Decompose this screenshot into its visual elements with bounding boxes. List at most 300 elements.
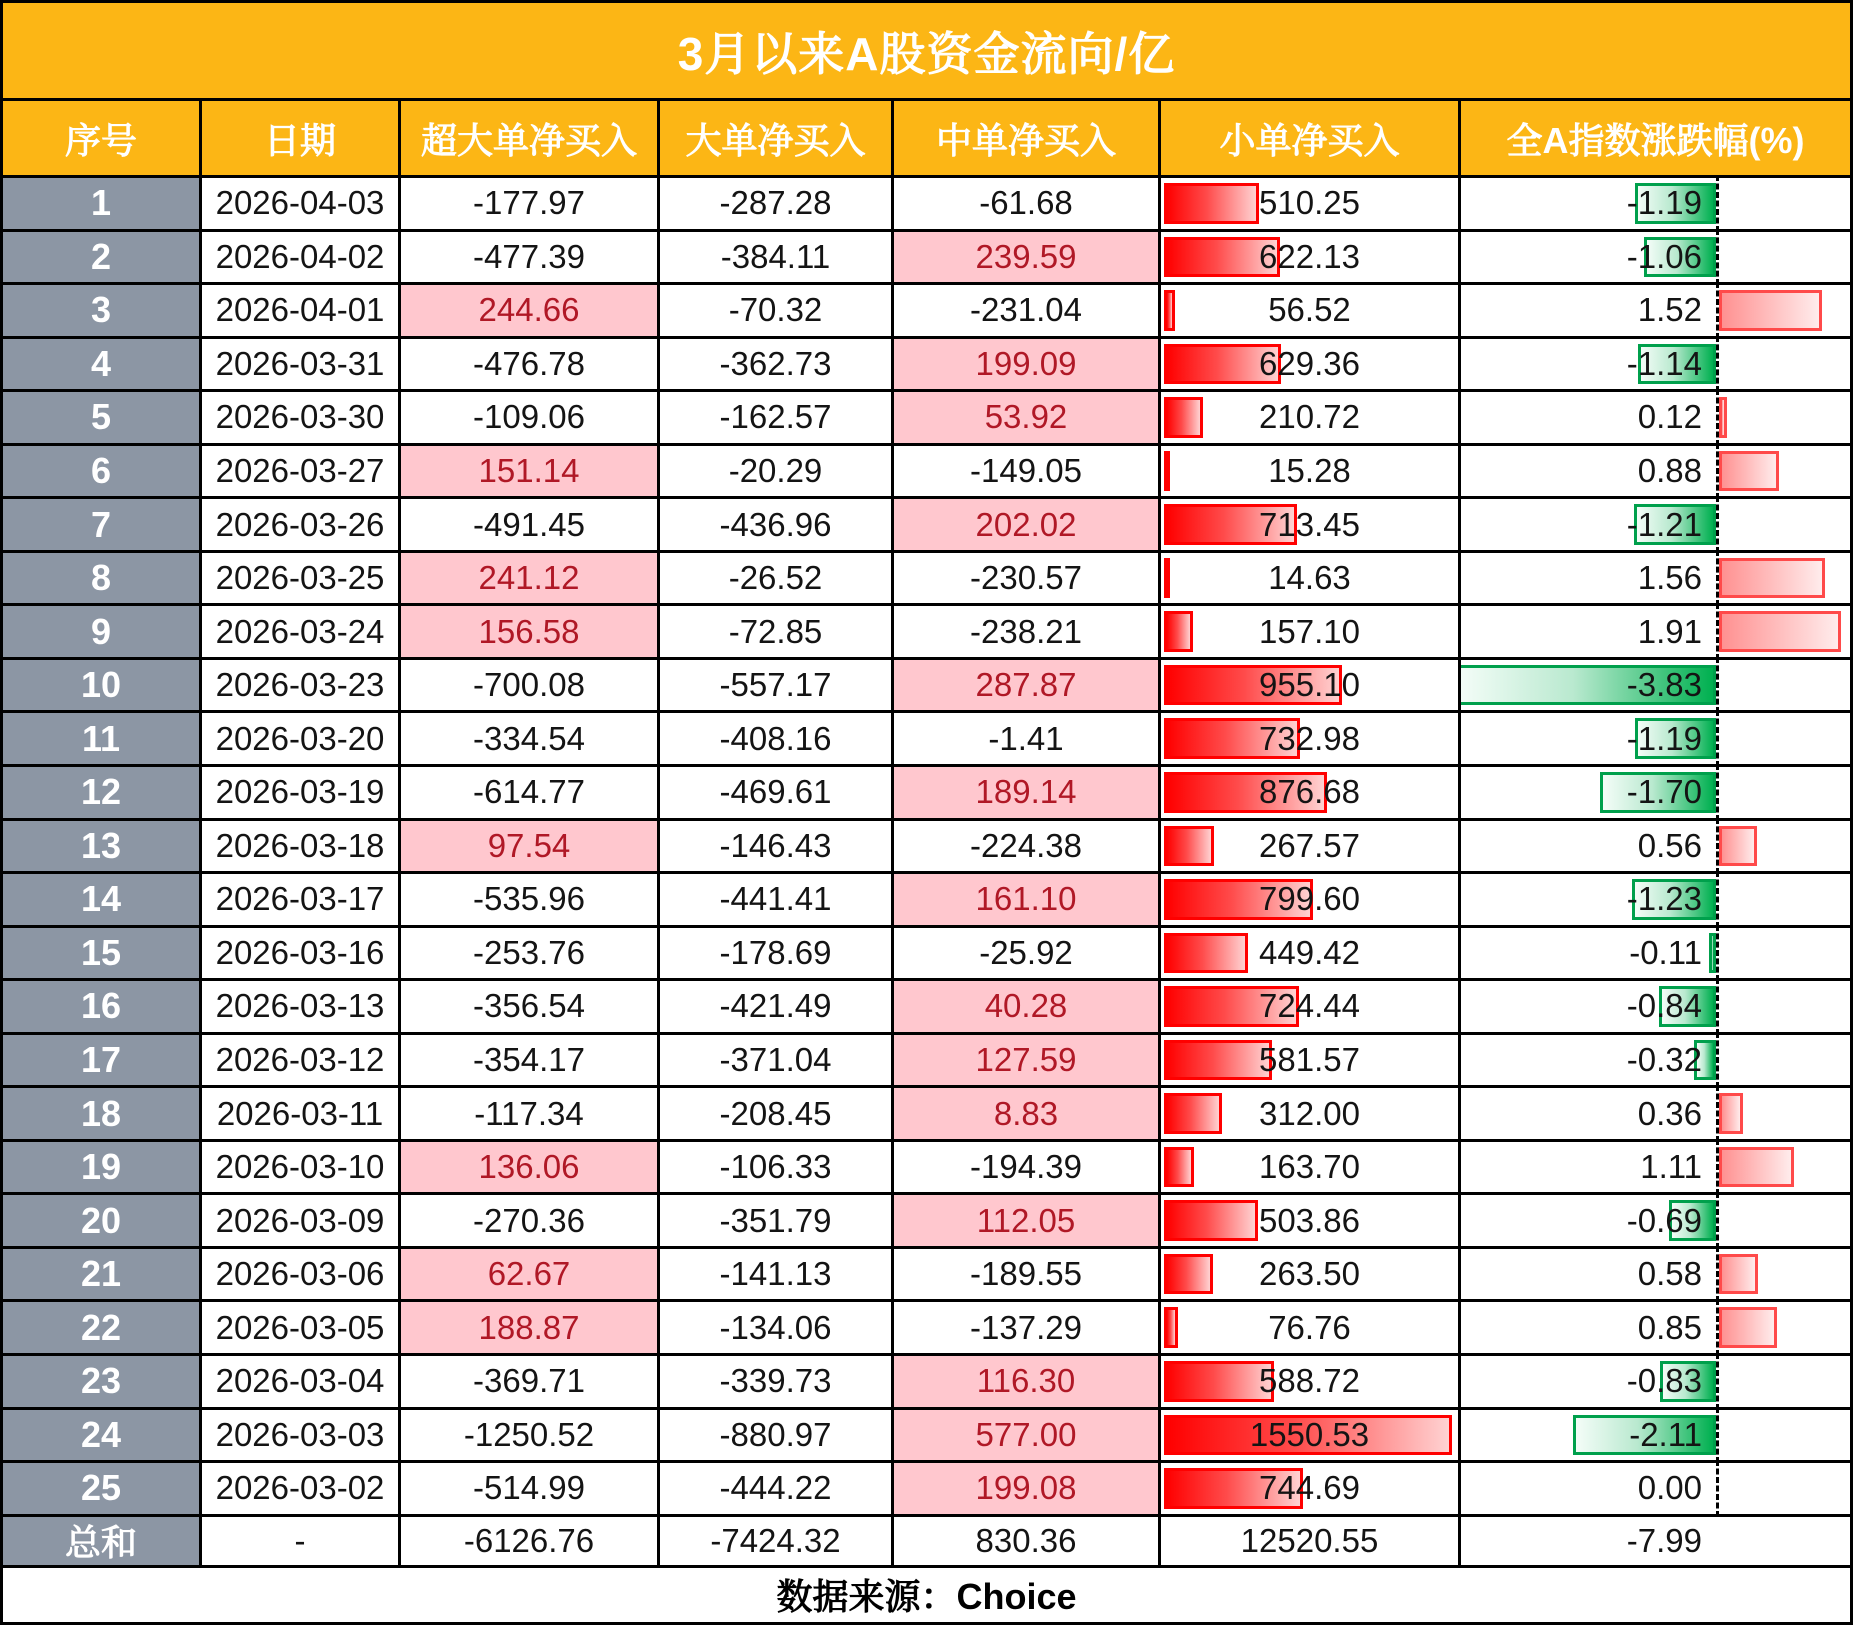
cell-index-change (1461, 821, 1850, 875)
cell-small-order (1161, 339, 1461, 393)
index-change-bar-positive (1719, 826, 1757, 867)
index-change-value: -1.19 (1626, 184, 1702, 222)
cell-super-large: -334.54 (401, 713, 660, 767)
zero-axis-line (1716, 874, 1719, 928)
cell-large: -441.41 (660, 874, 894, 928)
cell-super-large: -117.34 (401, 1088, 660, 1142)
zero-axis-line (1716, 1463, 1719, 1517)
cell-large: -408.16 (660, 713, 894, 767)
cell-super-large: -614.77 (401, 767, 660, 821)
cell-index-change (1461, 1517, 1850, 1568)
cell-large: -469.61 (660, 767, 894, 821)
cell-date: 2026-03-04 (202, 1356, 401, 1410)
zero-axis-line (1716, 232, 1719, 286)
small-order-bar (1164, 1200, 1258, 1241)
cell-medium: -238.21 (894, 606, 1161, 660)
cell-large: -141.13 (660, 1249, 894, 1303)
cell-index-change (1461, 446, 1850, 500)
cell-large: -371.04 (660, 1035, 894, 1089)
row-index: 12 (3, 767, 202, 821)
cell-index-change (1461, 660, 1850, 714)
index-change-bar-positive (1719, 1093, 1743, 1134)
small-order-bar (1164, 183, 1259, 224)
cell-super-large: -253.76 (401, 928, 660, 982)
table-row (3, 1463, 1850, 1517)
cell-large: -20.29 (660, 446, 894, 500)
cell-large: -7424.32 (660, 1517, 894, 1568)
row-index: 8 (3, 553, 202, 607)
cell-large: -339.73 (660, 1356, 894, 1410)
index-change-bar-negative (1709, 933, 1716, 974)
zero-axis-line (1716, 1195, 1719, 1249)
row-index: 11 (3, 713, 202, 767)
cell-medium: -61.68 (894, 178, 1161, 232)
cell-small-order (1161, 767, 1461, 821)
cell-super-large: 241.12 (401, 553, 660, 607)
cell-small-order (1161, 446, 1461, 500)
cell-large: -384.11 (660, 232, 894, 286)
small-order-bar (1164, 1361, 1274, 1402)
table-row (3, 981, 1850, 1035)
index-change-value: -1.23 (1626, 880, 1702, 918)
small-order-bar (1164, 611, 1193, 652)
index-change-bar-positive (1719, 611, 1841, 652)
cell-index-change (1461, 1195, 1850, 1249)
index-change-value: 0.85 (1637, 1308, 1702, 1346)
row-index: 25 (3, 1463, 202, 1517)
small-order-bar (1164, 558, 1170, 599)
cell-date: 2026-03-18 (202, 821, 401, 875)
cell-index-change (1461, 713, 1850, 767)
small-order-value: 588.72 (1259, 1362, 1360, 1400)
cell-date: 2026-03-02 (202, 1463, 401, 1517)
cell-index-change (1461, 928, 1850, 982)
small-order-value: 732.98 (1259, 719, 1360, 757)
cell-index-change (1461, 1142, 1850, 1196)
index-change-value: 1.11 (1640, 1148, 1702, 1186)
cell-date: 2026-04-03 (202, 178, 401, 232)
index-change-value: 0.00 (1637, 1469, 1702, 1507)
cell-super-large: 97.54 (401, 821, 660, 875)
cell-small-order (1161, 1410, 1461, 1464)
index-change-value: -0.69 (1626, 1201, 1702, 1239)
table-row (3, 1088, 1850, 1142)
cell-index-change (1461, 553, 1850, 607)
small-order-bar (1164, 1147, 1194, 1188)
cell-medium: -1.41 (894, 713, 1161, 767)
cell-date: 2026-03-27 (202, 446, 401, 500)
small-order-value: 449.42 (1259, 933, 1360, 971)
cell-index-change (1461, 1249, 1850, 1303)
column-header-medium: 中单净买入 (894, 101, 1161, 178)
index-change-value: 1.52 (1637, 291, 1702, 329)
zero-axis-line (1716, 767, 1719, 821)
row-index: 13 (3, 821, 202, 875)
small-order-value: 622.13 (1259, 237, 1360, 275)
row-index: 14 (3, 874, 202, 928)
cell-date: 2026-03-24 (202, 606, 401, 660)
index-change-value: -1.19 (1626, 719, 1702, 757)
row-index: 16 (3, 981, 202, 1035)
table-row (3, 713, 1850, 767)
small-order-value: 744.69 (1259, 1469, 1360, 1507)
small-order-bar (1164, 1254, 1213, 1295)
cell-date: 2026-03-25 (202, 553, 401, 607)
cell-large: -287.28 (660, 178, 894, 232)
cell-index-change (1461, 339, 1850, 393)
cell-small-order (1161, 874, 1461, 928)
small-order-value: 713.45 (1259, 505, 1360, 543)
cell-date: 2026-03-16 (202, 928, 401, 982)
cell-super-large: -177.97 (401, 178, 660, 232)
cell-medium: 161.10 (894, 874, 1161, 928)
cell-large: -557.17 (660, 660, 894, 714)
index-change-value: 0.58 (1637, 1255, 1702, 1293)
index-change-value: -1.14 (1626, 344, 1702, 382)
table-row (3, 553, 1850, 607)
cell-index-change (1461, 392, 1850, 446)
table-row (3, 1410, 1850, 1464)
cell-large: -146.43 (660, 821, 894, 875)
table-row (3, 767, 1850, 821)
cell-super-large: -700.08 (401, 660, 660, 714)
table-row (3, 821, 1850, 875)
cell-index-change (1461, 1035, 1850, 1089)
cell-date: 2026-03-06 (202, 1249, 401, 1303)
small-order-value: 876.68 (1259, 773, 1360, 811)
table-body (3, 178, 1850, 1568)
cell-date: 2026-04-02 (202, 232, 401, 286)
index-change-bar-positive (1719, 290, 1822, 331)
page-title: 3月以来A股资金流向/亿 (3, 3, 1850, 101)
table-row (3, 1035, 1850, 1089)
cell-super-large: -109.06 (401, 392, 660, 446)
cell-large: -106.33 (660, 1142, 894, 1196)
cell-large: -26.52 (660, 553, 894, 607)
table-row (3, 232, 1850, 286)
cell-large: -351.79 (660, 1195, 894, 1249)
cell-small-order (1161, 660, 1461, 714)
small-order-value: 15.28 (1268, 452, 1351, 489)
row-index: 23 (3, 1356, 202, 1410)
small-order-value: 312.00 (1259, 1094, 1360, 1132)
cell-large: -70.32 (660, 285, 894, 339)
index-change-value: 0.56 (1637, 826, 1702, 864)
table-row (3, 660, 1850, 714)
cell-medium: 577.00 (894, 1410, 1161, 1464)
cell-index-change (1461, 767, 1850, 821)
cell-medium: 189.14 (894, 767, 1161, 821)
cell-small-order (1161, 1088, 1461, 1142)
row-index: 17 (3, 1035, 202, 1089)
cell-medium: 202.02 (894, 499, 1161, 553)
zero-axis-line (1716, 1410, 1719, 1464)
cell-index-change (1461, 874, 1850, 928)
cell-date: 2026-03-31 (202, 339, 401, 393)
cell-index-change (1461, 285, 1850, 339)
table-row (3, 285, 1850, 339)
small-order-bar (1164, 826, 1214, 867)
cell-medium: 830.36 (894, 1517, 1161, 1568)
small-order-value: 799.60 (1259, 880, 1360, 918)
cell-date: 2026-03-19 (202, 767, 401, 821)
cell-date: 2026-03-26 (202, 499, 401, 553)
cell-super-large: 136.06 (401, 1142, 660, 1196)
zero-axis-line (1716, 981, 1719, 1035)
cell-medium: -149.05 (894, 446, 1161, 500)
cell-date: 2026-03-20 (202, 713, 401, 767)
cell-small-order (1161, 713, 1461, 767)
row-index: 7 (3, 499, 202, 553)
cell-super-large: 151.14 (401, 446, 660, 500)
index-change-value: 0.36 (1637, 1094, 1702, 1132)
index-change-bar-positive (1719, 1254, 1758, 1295)
small-order-bar (1164, 1093, 1222, 1134)
cell-small-order (1161, 606, 1461, 660)
table-row (3, 606, 1850, 660)
index-change-value: 0.12 (1637, 398, 1702, 436)
small-order-value: 76.76 (1268, 1308, 1351, 1346)
zero-axis-line (1716, 178, 1719, 232)
cell-medium: 199.09 (894, 339, 1161, 393)
small-order-value: 157.10 (1259, 612, 1360, 650)
cell-super-large: 62.67 (401, 1249, 660, 1303)
column-header-super-large: 超大单净买入 (401, 101, 660, 178)
table-row (3, 446, 1850, 500)
cell-small-order (1161, 499, 1461, 553)
index-change-value: 1.91 (1637, 612, 1702, 650)
small-order-value: 163.70 (1259, 1148, 1360, 1186)
cell-super-large: -476.78 (401, 339, 660, 393)
cell-date: 2026-03-17 (202, 874, 401, 928)
cell-super-large: 244.66 (401, 285, 660, 339)
cell-large: -362.73 (660, 339, 894, 393)
small-order-value: 629.36 (1259, 344, 1360, 382)
small-order-value: 263.50 (1259, 1255, 1360, 1293)
cell-small-order (1161, 1356, 1461, 1410)
index-change-bar-positive (1719, 1307, 1777, 1348)
zero-axis-line (1716, 660, 1719, 714)
cell-super-large: 188.87 (401, 1302, 660, 1356)
cell-medium: -25.92 (894, 928, 1161, 982)
cell-large: -880.97 (660, 1410, 894, 1464)
data-source-label: 数据来源：Choice (3, 1568, 1850, 1622)
small-order-value: 503.86 (1259, 1201, 1360, 1239)
table-row (3, 339, 1850, 393)
cell-index-change (1461, 178, 1850, 232)
cell-date: 2026-03-30 (202, 392, 401, 446)
table-row (3, 928, 1850, 982)
row-index: 总和 (3, 1517, 202, 1568)
cell-super-large: -477.39 (401, 232, 660, 286)
row-index: 19 (3, 1142, 202, 1196)
cell-small-order (1161, 553, 1461, 607)
cell-index-change (1461, 1088, 1850, 1142)
small-order-value: 955.10 (1259, 666, 1360, 704)
column-header-index: 序号 (3, 101, 202, 178)
cell-medium: -194.39 (894, 1142, 1161, 1196)
small-order-bar (1164, 1307, 1178, 1348)
cell-large: -134.06 (660, 1302, 894, 1356)
cell-index-change (1461, 232, 1850, 286)
table-row (3, 1302, 1850, 1356)
small-order-bar (1164, 397, 1203, 438)
cell-small-order (1161, 928, 1461, 982)
small-order-value: 724.44 (1259, 987, 1360, 1025)
small-order-bar (1164, 290, 1175, 331)
cell-medium: -137.29 (894, 1302, 1161, 1356)
cell-date: 2026-03-05 (202, 1302, 401, 1356)
cell-medium: 8.83 (894, 1088, 1161, 1142)
row-index: 22 (3, 1302, 202, 1356)
row-index: 2 (3, 232, 202, 286)
index-change-value: -7.99 (1626, 1521, 1702, 1559)
cell-large: -421.49 (660, 981, 894, 1035)
row-index: 4 (3, 339, 202, 393)
cell-date: 2026-03-10 (202, 1142, 401, 1196)
cell-super-large: -535.96 (401, 874, 660, 928)
cell-medium: -231.04 (894, 285, 1161, 339)
column-header-date: 日期 (202, 101, 401, 178)
row-index: 3 (3, 285, 202, 339)
cell-medium: 127.59 (894, 1035, 1161, 1089)
cell-index-change (1461, 1410, 1850, 1464)
index-change-value: -0.11 (1629, 933, 1702, 971)
table-row (3, 178, 1850, 232)
small-order-bar (1164, 451, 1170, 492)
index-change-value: -0.32 (1626, 1041, 1702, 1079)
index-change-value: -1.70 (1626, 773, 1702, 811)
cell-date: 2026-03-23 (202, 660, 401, 714)
cell-date: 2026-03-13 (202, 981, 401, 1035)
cell-date: 2026-03-09 (202, 1195, 401, 1249)
cell-small-order (1161, 392, 1461, 446)
cell-index-change (1461, 1463, 1850, 1517)
cell-small-order (1161, 1142, 1461, 1196)
cell-date: 2026-03-12 (202, 1035, 401, 1089)
cell-small-order (1161, 821, 1461, 875)
cell-medium: 116.30 (894, 1356, 1161, 1410)
index-change-bar-positive (1719, 451, 1779, 492)
cell-super-large: 156.58 (401, 606, 660, 660)
table-total-row (3, 1517, 1850, 1568)
cell-index-change (1461, 981, 1850, 1035)
zero-axis-line (1716, 1356, 1719, 1410)
row-index: 10 (3, 660, 202, 714)
zero-axis-line (1716, 499, 1719, 553)
cell-small-order (1161, 1517, 1461, 1568)
index-change-value: -0.84 (1626, 987, 1702, 1025)
cell-medium: -189.55 (894, 1249, 1161, 1303)
row-index: 9 (3, 606, 202, 660)
cell-small-order (1161, 232, 1461, 286)
cell-index-change (1461, 1302, 1850, 1356)
cell-medium: 53.92 (894, 392, 1161, 446)
cell-small-order (1161, 1302, 1461, 1356)
cell-large: -178.69 (660, 928, 894, 982)
cell-super-large: -491.45 (401, 499, 660, 553)
cell-date: - (202, 1517, 401, 1568)
cell-date: 2026-03-03 (202, 1410, 401, 1464)
cell-index-change (1461, 499, 1850, 553)
cell-large: -444.22 (660, 1463, 894, 1517)
column-header-index-change: 全A指数涨跌幅(%) (1461, 101, 1850, 178)
column-header-small: 小单净买入 (1161, 101, 1461, 178)
cell-small-order (1161, 1195, 1461, 1249)
row-index: 20 (3, 1195, 202, 1249)
small-order-value: 14.63 (1268, 559, 1351, 597)
row-index: 18 (3, 1088, 202, 1142)
table-row (3, 874, 1850, 928)
zero-axis-line (1716, 339, 1719, 393)
zero-axis-line (1716, 713, 1719, 767)
small-order-value: 12520.55 (1240, 1521, 1379, 1559)
row-index: 15 (3, 928, 202, 982)
cell-super-large: -1250.52 (401, 1410, 660, 1464)
small-order-bar (1164, 1040, 1272, 1081)
cell-large: -72.85 (660, 606, 894, 660)
table-row (3, 1195, 1850, 1249)
small-order-value: 210.72 (1259, 398, 1360, 436)
table-row (3, 1249, 1850, 1303)
cell-large: -436.96 (660, 499, 894, 553)
cell-small-order (1161, 1035, 1461, 1089)
cell-date: 2026-04-01 (202, 285, 401, 339)
cell-medium: -230.57 (894, 553, 1161, 607)
row-index: 5 (3, 392, 202, 446)
zero-axis-line (1716, 928, 1719, 982)
cell-medium: 239.59 (894, 232, 1161, 286)
cell-super-large: -6126.76 (401, 1517, 660, 1568)
row-index: 21 (3, 1249, 202, 1303)
cell-large: -162.57 (660, 392, 894, 446)
index-change-value: -2.11 (1629, 1415, 1702, 1453)
small-order-value: 581.57 (1259, 1041, 1360, 1079)
index-change-value: -3.83 (1626, 666, 1702, 704)
small-order-value: 510.25 (1259, 184, 1360, 222)
cell-medium: 112.05 (894, 1195, 1161, 1249)
small-order-value: 267.57 (1259, 826, 1360, 864)
small-order-value: 1550.53 (1249, 1415, 1370, 1453)
cell-small-order (1161, 178, 1461, 232)
cell-medium: 40.28 (894, 981, 1161, 1035)
cell-index-change (1461, 606, 1850, 660)
table-row (3, 1356, 1850, 1410)
cell-medium: 199.08 (894, 1463, 1161, 1517)
index-change-value: 1.56 (1637, 559, 1702, 597)
table-row (3, 499, 1850, 553)
column-header-large: 大单净买入 (660, 101, 894, 178)
index-change-value: -0.83 (1626, 1362, 1702, 1400)
cell-small-order (1161, 285, 1461, 339)
cell-small-order (1161, 981, 1461, 1035)
cell-index-change (1461, 1356, 1850, 1410)
index-change-value: -1.21 (1626, 505, 1702, 543)
cell-date: 2026-03-11 (202, 1088, 401, 1142)
index-change-bar-positive (1719, 1147, 1794, 1188)
cell-small-order (1161, 1249, 1461, 1303)
small-order-bar (1164, 933, 1248, 974)
row-index: 1 (3, 178, 202, 232)
index-change-bar-positive (1719, 397, 1727, 438)
cell-super-large: -356.54 (401, 981, 660, 1035)
cell-super-large: -514.99 (401, 1463, 660, 1517)
cell-medium: 287.87 (894, 660, 1161, 714)
table-row (3, 392, 1850, 446)
cell-super-large: -270.36 (401, 1195, 660, 1249)
cell-super-large: -354.17 (401, 1035, 660, 1089)
small-order-value: 56.52 (1268, 291, 1351, 329)
